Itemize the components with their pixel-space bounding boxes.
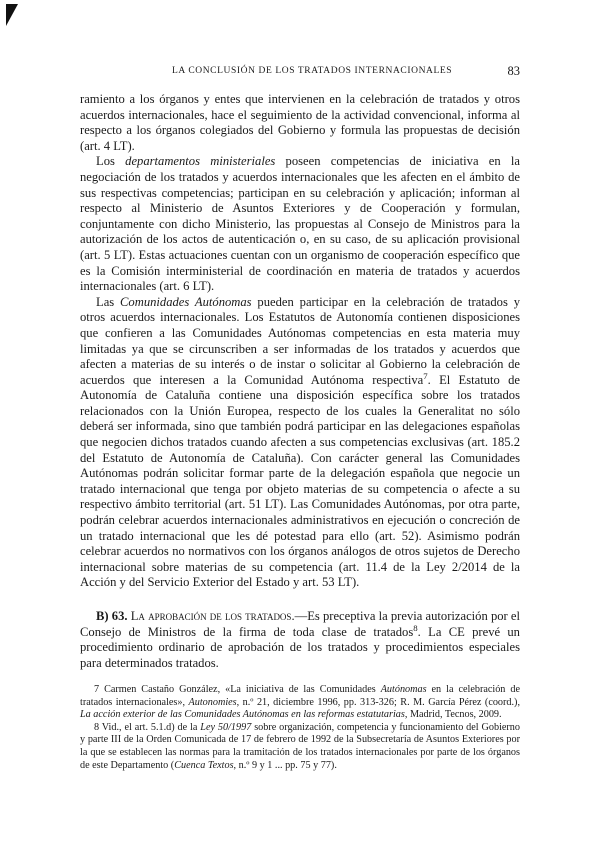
page-body — [80, 92, 520, 671]
running-title: LA CONCLUSIÓN DE LOS TRATADOS INTERNACIONALES — [172, 66, 453, 76]
paragraph-3: Las Comunidades Autónomas pueden participar en la celebración de tratados y otros acuerdos internacionales. Los Estatutos de Autonomía contienen disposiciones que confieren a las Comunidades Autónomas competencias en esta materia muy limitadas ya que se circunscriben a ser informadas de los tratados y acuerdos que afecten a materias de su interés o de instar o solicitar al Gobierno la celebración de acuerdos que interesen a la Comunidad Autónoma respectiva$^7$. El Estatuto de Autonomía de Cataluña contiene una disposición específica sobre los tratados relacionados con la Unión Europea, respecto de los cuales la Generalitat no sólo deberá ser informada, sino que también podrá participar en las delegaciones españolas que negocien dichos tratados cuando afecten a sus competencias exclusivas (art. 185.2 del Estatuto de Autonomía de Cataluña). Con carácter general las Comunidades Autónomas podrán solicitar formar parte de la delegación española que negocie un tratado internacional que tenga por objeto materias de su competencia o afecte a su respectivo ámbito territorial (art. 51 LT). Las Comunidades Autónomas, por otra parte, podrán celebrar acuerdos internacionales administrativos en ejecución o concreción de un tratado internacional que les dé potestad para ello (art. 52). Asimismo podrán celebrar acuerdos no normativos con los órganos análogos de otros sujetos de Derecho internacional sobre materias de su competencia (art. 11.4 de la Ley 2/2014 de la Acción y del Servicio Exterior del Estado y art. 53 LT). — [80, 294, 521, 590]
section-number: B) 63. — [96, 609, 128, 623]
footnote-ref-8[interactable]: 8 — [413, 622, 418, 633]
footnote-7: 7 Carmen Castaño González, «La iniciativa de las Comunidades Autónomas en la celebración de tratados internacionales», Autonomies, n.º 21, diciembre 1996, pp. 313-326; R. M. García Pérez (coord.), La acción exterior de las Comunidades Autónomas en las reformas estatutarias, Madrid, Tecnos, 2009. — [80, 684, 520, 721]
section-63: B) 63. La aprobación de los tratados.—Es preceptiva la previa autorización por el Consejo de Ministros de la firma de toda clase de tratados$^8$. La CE prevé un procedimiento ordinario de aprobación de los tratados y procedimientos especiales para determinados tratados. — [80, 609, 520, 670]
paragraph-1: ramiento a los órganos y entes que intervienen en la celebración de tratados y otros acuerdos internacionales, hace el seguimiento de la actividad convencional, informa al respecto a los órganos colegiados del Gobierno y formula las propuestas de decisión (art. 4 LT). — [80, 92, 520, 153]
page-header — [80, 66, 520, 80]
paragraph-2: Los departamentos ministeriales poseen competencias de iniciativa en la negociación de los tratados y acuerdos internacionales que les afecten en el ámbito de sus respectivas competencias; participan en su celebración y aplicación; informan al respecto al Ministerio de Asuntos Exteriores y de Cooperación y formulan, conjuntamente con dicho Ministerio, las propuestas al Consejo de Ministros para la autorización de los actos de autenticación o, en su caso, de su aplicación provisional (art. 5 LT). Estas actuaciones cuentan con un organismo de cooperación específico que es la Comisión interministerial de coordinación en materia de tratados y acuerdos internacionales (art. 6 LT). — [80, 154, 520, 294]
footnotes — [80, 684, 520, 772]
section-title: La aprobación de los tratados. — [130, 609, 295, 623]
emphasis-comunidades: Comunidades Autónomas — [120, 294, 252, 309]
footnote-ref-7[interactable]: 7 — [423, 370, 428, 381]
page-corner-mark — [6, 4, 18, 26]
footnote-8: 8 Vid., el art. 5.1.d) de la Ley 50/1997 sobre organización, competencia y funcionamiento del Gobierno y parte III de la Orden Comunicada de 17 de febrero de 1992 de la Subsecretaría de Asuntos Exteriores por la que se establecen las normas para la tramitación de los tratados internacionales por parte de los órganos de este Departamento (Cuenca Textos, n.º 9 y 1 ... pp. 75 y 77). — [80, 721, 520, 771]
emphasis-departamentos: departamentos ministeriales — [125, 154, 276, 169]
page-number: 83 — [507, 64, 520, 78]
